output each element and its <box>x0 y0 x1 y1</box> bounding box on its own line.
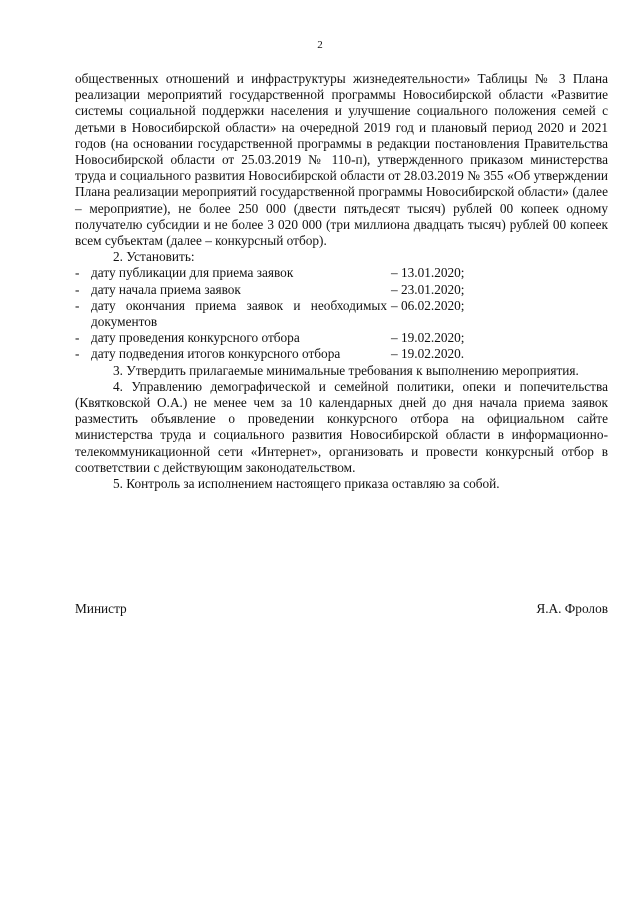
list-item <box>75 265 608 281</box>
establish-heading: 2. Установить: <box>113 249 195 265</box>
item-label: дату публикации для приема заявок <box>91 265 294 281</box>
list-item <box>75 282 608 298</box>
signature-block <box>75 601 608 617</box>
item-label: дату подведения итогов конкурсного отбора <box>91 346 341 362</box>
bullet-dash: - <box>75 265 80 281</box>
item-date: – 06.02.2020; <box>391 297 465 313</box>
item-date: – 13.01.2020; <box>391 265 465 281</box>
page-number: 2 <box>317 39 323 51</box>
list-item <box>75 298 608 330</box>
bullet-dash: - <box>75 281 80 297</box>
item-date: – 19.02.2020; <box>391 330 465 346</box>
paragraph-3: 3. Утвердить прилагаемые минимальные требования к выполнению мероприятия. <box>113 362 579 378</box>
signatory-name: Я.А. Фролов <box>536 601 608 616</box>
paragraph-5: 5. Контроль за исполнением настоящего приказа оставляю за собой. <box>113 476 500 492</box>
list-item <box>75 346 608 362</box>
paragraph-4: 4. Управлению демографической и семейной политики, опеки и попечительства (Квятковской О.А.) не менее чем за 10 календарных дней до дня начала приема заявок разместить объявление о проведении конкурсного отбора на официальном сайте министерства труда и социального развития Новосибирской области в информационно-телекоммуникационной сети «Интернет», организовать и провести конкурсный отбор в соответствии с действующим законодательством. <box>75 378 608 475</box>
signatory-title: Министр <box>75 601 127 616</box>
bullet-dash: - <box>75 297 80 313</box>
list-item <box>75 330 608 346</box>
item-label: дату окончания приема заявок и необходимых документов <box>91 297 387 330</box>
dates-list <box>75 265 608 362</box>
item-date: – 23.01.2020; <box>391 281 465 297</box>
item-date: – 19.02.2020. <box>391 346 465 362</box>
bullet-dash: - <box>75 330 80 346</box>
bullet-dash: - <box>75 346 80 362</box>
item-label: дату проведения конкурсного отбора <box>91 330 300 346</box>
intro-paragraph: общественных отношений и инфраструктуры жизнедеятельности» Таблицы № 3 Плана реализации мероприятий государственной программы Новосибирской области «Развитие системы социальной поддержки населения и улучшение социального положения семей с детьми в Новосибирской области» на очередной 2019 год и плановый период 2020 и 2021 годов (на основании государственной программы в редакции постановления Правительства Новосибирской области от 25.03.2019 № 110-п), утвержденного приказом министерства труда и социального развития Новосибирской области от 28.03.2019 № 355 «Об утверждении Плана реализации мероприятий государственной программы Новосибирской области» (далее – мероприятие), не более 250 000 (двести пятьдесят тысяч) рублей 00 копеек одному получателю субсидии и не более 3 020 000 (три миллиона двадцать тысяч) рублей 00 копеек всем субъектам (далее – конкурсный отбор). <box>75 71 608 249</box>
document-body <box>75 71 608 492</box>
item-label: дату начала приема заявок <box>91 281 241 297</box>
